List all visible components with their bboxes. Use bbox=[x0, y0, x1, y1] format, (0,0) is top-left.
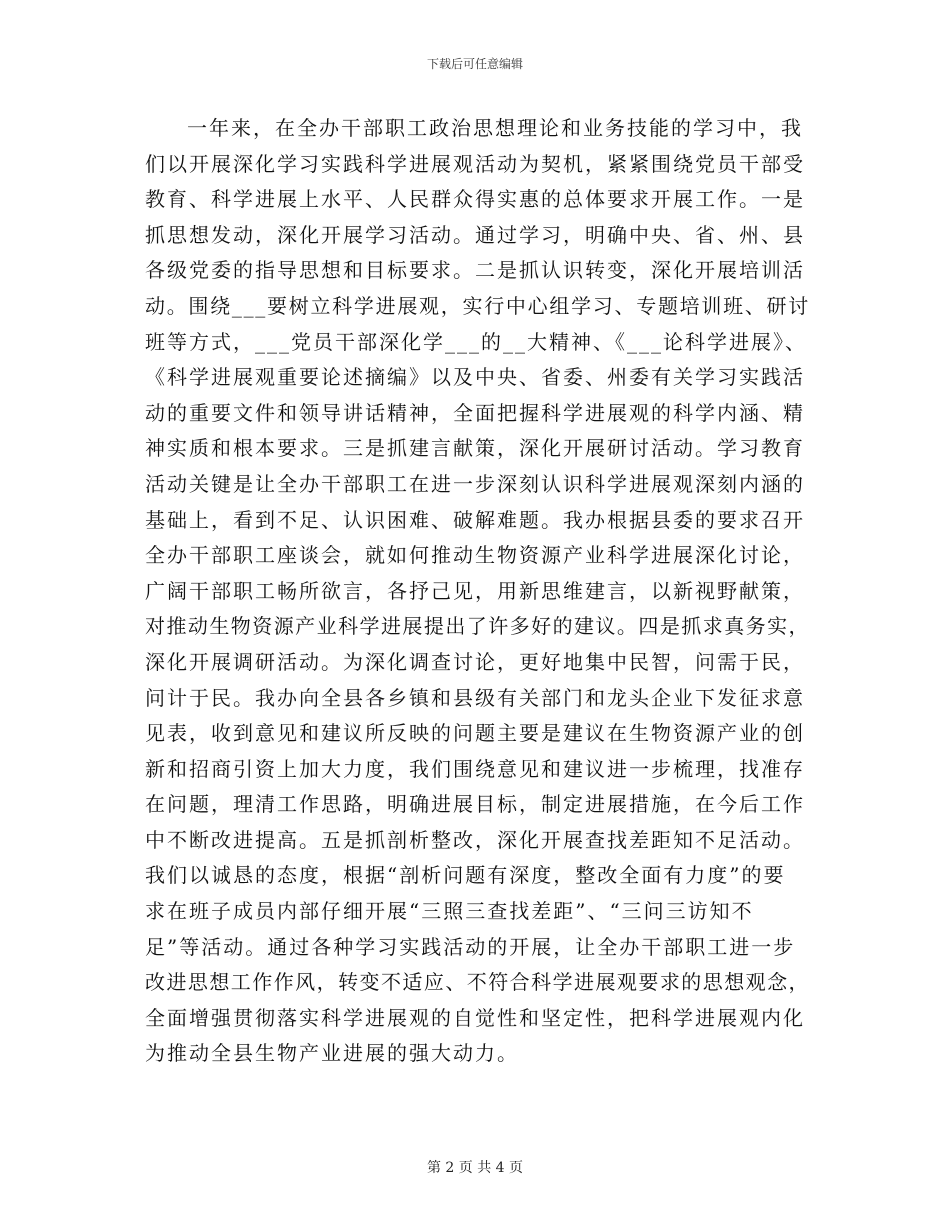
page-header: 下载后可任意编辑 bbox=[426, 57, 523, 71]
text-line: 中不断改进提高。五是抓剖析整改，深化开展查找差距知不足活动。 bbox=[145, 827, 805, 852]
text-line: 动的重要文件和领导讲话精神，全面把握科学进展观的科学内涵、精 bbox=[145, 400, 805, 425]
text-line: 抓思想发动，深化开展学习活动。通过学习，明确中央、省、州、县 bbox=[145, 222, 805, 247]
text-line: 动。围绕___要树立科学进展观，实行中心组学习、专题培训班、研讨 bbox=[145, 293, 810, 318]
page-number: 第 2 页 共 4 页 bbox=[426, 1160, 524, 1176]
text-line: 神实质和根本要求。三是抓建言献策，深化开展研讨活动。学习教育 bbox=[145, 436, 805, 461]
text-line: 广阔干部职工畅所欲言，各抒己见，用新思维建言，以新视野献策， bbox=[145, 578, 805, 603]
text-line: 《科学进展观重要论述摘编》以及中央、省委、州委有关学习实践活 bbox=[145, 365, 805, 390]
text-line: 一年来，在全办干部职工政治思想理论和业务技能的学习中，我 bbox=[187, 116, 803, 140]
text-line: 全面增强贯彻落实科学进展观的自觉性和坚定性，把科学进展观内化 bbox=[145, 1005, 805, 1030]
text-line: 新和招商引资上加大力度，我们围绕意见和建议进一步梳理，找准存 bbox=[145, 756, 805, 781]
text-line: 见表，收到意见和建议所反映的问题主要是建议在生物资源产业的创 bbox=[145, 721, 805, 746]
text-line: 在问题，理清工作思路，明确进展目标，制定进展措施，在今后工作 bbox=[145, 792, 805, 817]
body-text bbox=[145, 111, 810, 1072]
text-line: 活动关键是让全办干部职工在进一步深刻认识科学进展观深刻内涵的 bbox=[145, 471, 805, 496]
text-line: 足”等活动。通过各种学习实践活动的开展，让全办干部职工进一步 bbox=[145, 934, 796, 959]
text-line: 们以开展深化学习实践科学进展观活动为契机，紧紧围绕党员干部受 bbox=[145, 151, 805, 176]
text-line: 为推动全县生物产业进展的强大动力。 bbox=[145, 1041, 519, 1066]
text-line: 教育、科学进展上水平、人民群众得实惠的总体要求开展工作。一是 bbox=[145, 187, 805, 212]
text-line: 我们以诚恳的态度，根据“剖析问题有深度，整改全面有力度”的要 bbox=[145, 863, 786, 888]
text-line: 各级党委的指导思想和目标要求。二是抓认识转变，深化开展培训活 bbox=[145, 258, 805, 283]
text-line: 对推动生物资源产业科学进展提出了许多好的建议。四是抓求真务实， bbox=[145, 614, 810, 639]
text-line: 深化开展调研活动。为深化调查讨论，更好地集中民智，问需于民， bbox=[145, 649, 805, 674]
text-line: 基础上，看到不足、认识困难、破解难题。我办根据县委的要求召开 bbox=[145, 507, 805, 532]
text-line: 问计于民。我办向全县各乡镇和县级有关部门和龙头企业下发征求意 bbox=[145, 685, 805, 710]
text-line: 班等方式，___党员干部深化学___的__大精神、《___论科学进展》、 bbox=[145, 329, 807, 354]
text-line: 全办干部职工座谈会，就如何推动生物资源产业科学进展深化讨论， bbox=[145, 543, 805, 568]
text-line: 求在班子成员内部仔细开展“三照三查找差距”、“三问三访知不 bbox=[145, 899, 754, 924]
text-line: 改进思想工作作风，转变不适应、不符合科学进展观要求的思想观念， bbox=[145, 970, 810, 995]
